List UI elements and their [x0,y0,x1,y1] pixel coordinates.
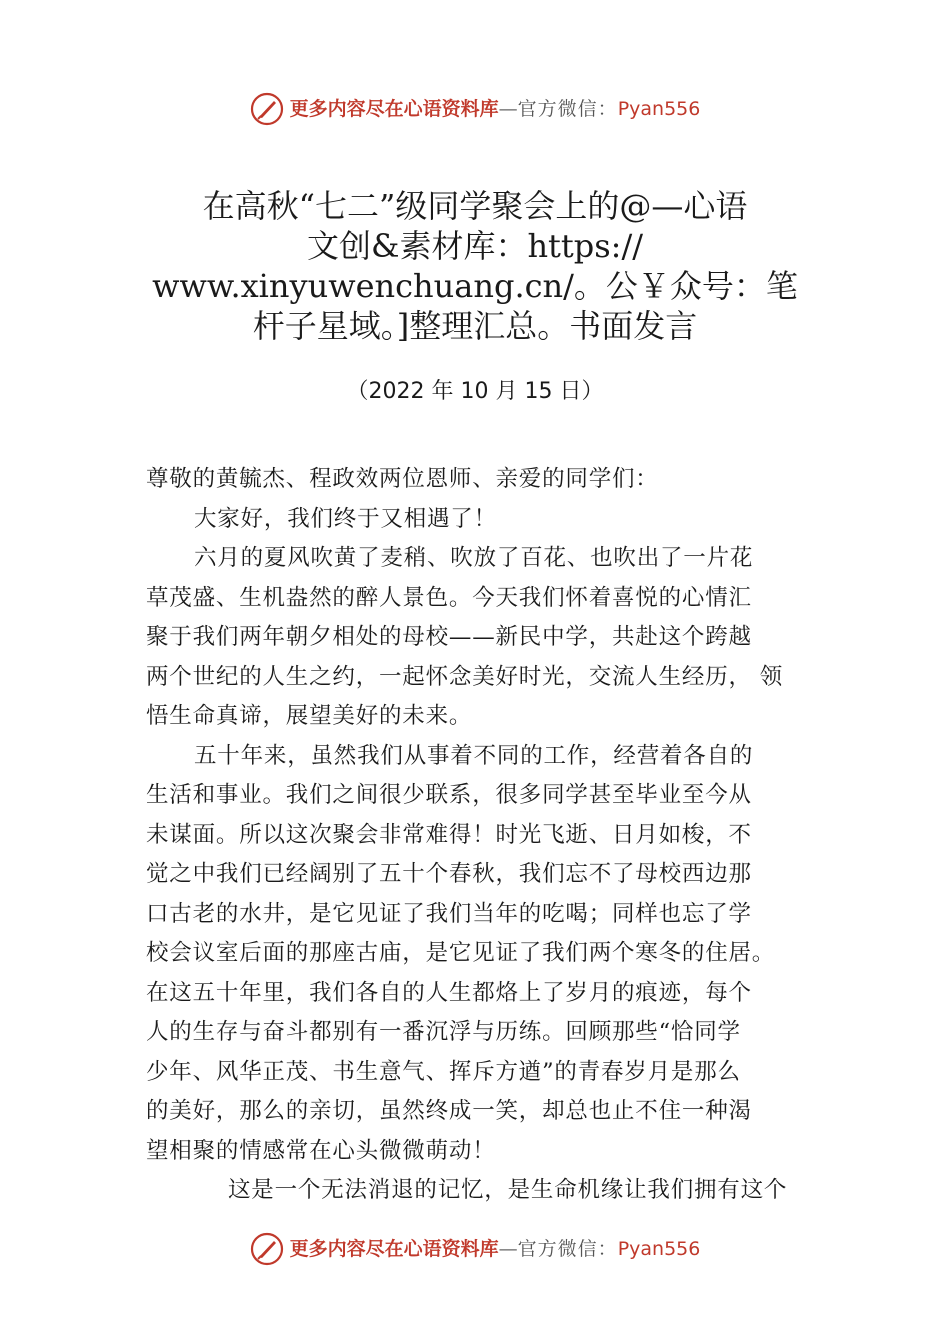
paragraph-line: 生活和事业。我们之间很少联系，很多同学甚至毕业至今从 [146,782,752,808]
document-body [146,460,818,1211]
title-line: 杆子星域。]整理汇总。书面发言 [252,307,698,345]
banner-brand: 更多内容尽在心语资料库 [289,98,499,120]
paragraph-line: 两个世纪的人生之约，一起怀念美好时光，交流人生经历， 领 [146,663,784,690]
banner-text [290,92,701,126]
paragraph-line: 人的生存与奋斗都别有一番沉浮与历练。回顾那些“恰同学 [146,1019,741,1045]
banner-wechat-id: Pyan556 [617,1238,701,1260]
header-banner [0,92,950,126]
quill-logo-icon [250,92,284,126]
banner-wechat-label: 官方微信： [517,1238,618,1260]
paragraph-line: 口古老的水井，是它见证了我们当年的吃喝；同样也忘了学 [146,900,752,927]
paragraph-line: 这是一个无法消退的记忆，是生命机缘让我们拥有这个 [228,1177,788,1203]
paragraph-line: 少年、风华正茂、书生意气、挥斥方遒”的青春岁月是那么 [146,1058,741,1085]
paragraph-line: 未谋面。所以这次聚会非常难得！时光飞逝、日月如梭，不 [146,821,752,848]
title-line: www.xinyuwenchuang.cn/。公￥众号：笔 [152,267,798,305]
banner-brand: 更多内容尽在心语资料库 [289,1238,499,1260]
quill-logo-icon [250,1232,284,1266]
paragraph-line: 大家好，我们终于又相遇了！ [194,505,497,532]
document-title [140,186,810,346]
paragraph-line: 觉之中我们已经阔别了五十个春秋，我们忘不了母校西边那 [146,861,752,887]
banner-dash: — [498,1238,518,1260]
paragraph-line: 望相聚的情感常在心头微微萌动！ [146,1137,496,1164]
banner-wechat-label: 官方微信： [517,98,618,120]
paragraph-line: 的美好，那么的亲切，虽然终成一笑，却总也止不住一种渴 [146,1098,752,1124]
banner-text [290,1232,701,1266]
banner-dash: — [498,98,518,120]
paragraph-line: 草茂盛、生机盎然的醉人景色。今天我们怀着喜悦的心情汇 [146,584,752,611]
banner-wechat-id: Pyan556 [617,98,701,120]
footer-banner [0,1232,950,1266]
title-line: 在高秋“七二”级同学聚会上的@—心语 [202,187,748,225]
paragraph-line: 五十年来，虽然我们从事着不同的工作，经营着各自的 [194,742,754,769]
paragraph-line: 校会议室后面的那座古庙，是它见证了我们两个寒冬的住居。 [146,940,776,966]
paragraph-line: 在这五十年里，我们各自的人生都烙上了岁月的痕迹，每个 [146,979,752,1006]
paragraph-line: 六月的夏风吹黄了麦稍、吹放了百花、也吹出了一片花 [194,545,754,571]
document-date: （2022 年 10 月 15 日） [346,379,604,404]
title-line: 文创&素材库：https:// [306,227,644,265]
paragraph-line: 悟生命真谛，展望美好的未来。 [146,703,473,729]
salutation-line: 尊敬的黄毓杰、程政效两位恩师、亲爱的同学们： [146,466,659,492]
paragraph-line: 聚于我们两年朝夕相处的母校——新民中学，共赴这个跨越 [146,624,752,650]
